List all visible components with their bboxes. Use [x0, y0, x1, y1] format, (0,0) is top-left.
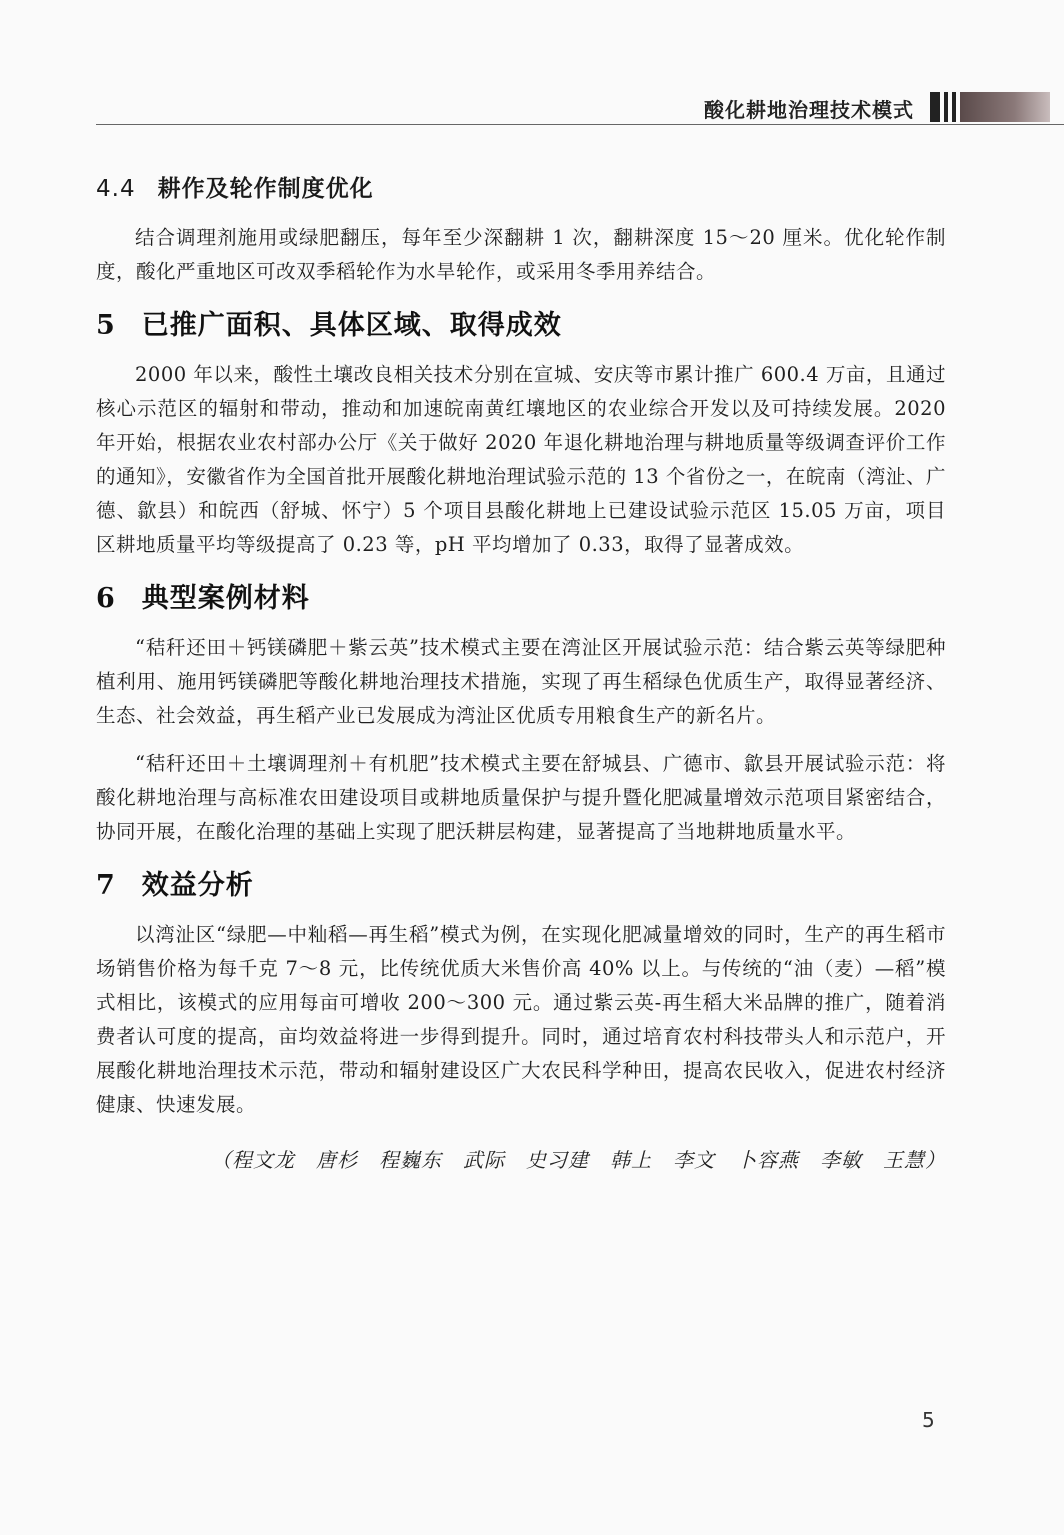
paragraph: “秸秆还田＋钙镁磷肥＋紫云英”技术模式主要在湾沚区开展试验示范：结合紫云英等绿肥种植利用、施用钙镁磷肥等酸化耕地治理技术措施，实现了再生稻绿色优质生产，取得显著经济、生态、社会效益，再生稻产业已发展成为湾沚区优质专用粮食生产的新名片。 [96, 636, 946, 727]
section-title: 典型案例材料 [141, 583, 310, 614]
paragraph: 2000 年以来，酸性土壤改良相关技术分别在宣城、安庆等市累计推广 600.4 万亩，且通过核心示范区的辐射和带动，推动和加速皖南黄红壤地区的农业综合开发以及可持续发展。2020 年开始，根据农业农村部办公厅《关于做好 2020 年退化耕地治理与耕地质量等级调查评价工作的通知》，安徽省作为全国首批开展酸化耕地治理试验示范的 13 个省份之一，在皖南（湾沚、广德、歙县）和皖西（舒城、怀宁）5 个项目县酸化耕地上已建设试验示范区 15.05 万亩，项目区耕地质量平均等级提高了 0.23 等，pH 平均增加了 0.33，取得了显著成效。 [96, 363, 946, 556]
page-body [96, 170, 946, 1173]
author-list: （程文龙 唐杉 程巍东 武际 史习建 韩上 李文 卜容燕 李敏 王慧） [211, 1148, 946, 1172]
page-number: 5 [922, 1408, 935, 1432]
section-heading-6 [96, 576, 946, 615]
section-title: 已推广面积、具体区域、取得成效 [141, 310, 562, 341]
section-number: 6 [96, 583, 116, 614]
section-number: 4.4 [96, 176, 136, 202]
running-header [96, 92, 1064, 126]
paragraph: 结合调理剂施用或绿肥翻压，每年至少深翻耕 1 次，翻耕深度 15～20 厘米。优化轮作制度，酸化严重地区可改双季稻轮作为水旱轮作，或采用冬季用养结合。 [96, 226, 946, 283]
header-decoration [930, 92, 1050, 122]
section-title: 耕作及轮作制度优化 [157, 176, 374, 202]
section-title: 效益分析 [141, 870, 254, 901]
section-number: 7 [96, 870, 116, 901]
section-heading-7 [96, 863, 946, 902]
section-heading-4-4 [96, 170, 946, 203]
section-heading-5 [96, 303, 946, 342]
header-rule [96, 124, 1064, 125]
paragraph: “秸秆还田＋土壤调理剂＋有机肥”技术模式主要在舒城县、广德市、歙县开展试验示范：将酸化耕地治理与高标准农田建设项目或耕地质量保护与提升暨化肥减量增效示范项目紧密结合，协同开展，在酸化治理的基础上实现了肥沃耕层构建，显著提高了当地耕地质量水平。 [96, 752, 946, 843]
section-number: 5 [96, 310, 116, 341]
running-title: 酸化耕地治理技术模式 [704, 98, 914, 122]
paragraph: 以湾沚区“绿肥—中籼稻—再生稻”模式为例，在实现化肥减量增效的同时，生产的再生稻市场销售价格为每千克 7～8 元，比传统优质大米售价高 40% 以上。与传统的“油（麦）—稻”模式相比，该模式的应用每亩可增收 200～300 元。通过紫云英-再生稻大米品牌的推广，随着消费者认可度的提高，亩均效益将进一步得到提升。同时，通过培育农村科技带头人和示范户，开展酸化耕地治理技术示范，带动和辐射建设区广大农民科学种田，提高农民收入，促进农村经济健康、快速发展。 [96, 923, 946, 1116]
